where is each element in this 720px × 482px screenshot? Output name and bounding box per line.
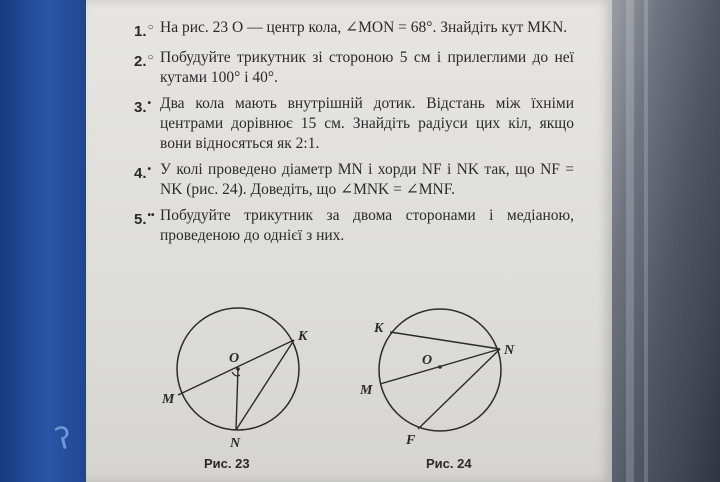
problem-text: Побудуйте трикутник зі стороною 5 см і прилеглими до неї кутами 100° і 40°.	[160, 49, 574, 86]
figure-23	[162, 302, 324, 482]
radius-on	[236, 369, 238, 430]
label-m: M	[162, 392, 175, 407]
figure-24-diagram	[360, 302, 532, 462]
problem-4	[134, 160, 574, 200]
label-m: M	[360, 383, 373, 398]
figure-23-caption: Рис. 23	[204, 456, 250, 471]
figure-23-diagram	[162, 302, 324, 462]
left-background	[0, 0, 86, 482]
problem-number: 3.•	[134, 98, 152, 116]
problem-number: 2.○	[134, 52, 154, 70]
problem-list	[134, 18, 574, 252]
problem-1	[134, 18, 574, 42]
label-f: F	[406, 433, 416, 448]
right-background	[612, 0, 720, 482]
problem-text: У колі проведено діаметр MN і хорди NF і NK так, що NF = NK (рис. 24). Доведіть, що ∠MNK = ∠MNF.	[160, 161, 574, 198]
label-n: N	[504, 343, 515, 358]
background-stripe	[644, 0, 648, 482]
label-n: N	[230, 436, 241, 451]
angle-arc	[232, 372, 240, 376]
background-stripe	[626, 0, 634, 482]
problem-5	[134, 206, 574, 246]
problem-text: Два кола мають внутрішній дотик. Відстань між їхніми центрами дорівнює 15 см. Знайдіть радіуси цих кіл, якщо вони відносяться як 2:1.	[160, 95, 574, 152]
label-k: K	[298, 329, 308, 344]
problem-number: 5.••	[134, 210, 155, 228]
figure-24	[360, 302, 522, 482]
problem-number: 4.•	[134, 164, 152, 182]
problem-2	[134, 48, 574, 88]
center-point	[236, 367, 240, 371]
chord-nk	[390, 332, 500, 349]
problem-text: Побудуйте трикутник за двома сторонами і медіаною, проведеною до однієї з них.	[160, 207, 574, 244]
problem-text: На рис. 23 O — центр кола, ∠MON = 68°. Знайдіть кут MKN.	[160, 19, 568, 36]
circle	[379, 309, 501, 431]
label-k: K	[374, 321, 384, 336]
textbook-page	[86, 0, 612, 482]
label-o: O	[422, 353, 433, 368]
problem-number: 1.○	[134, 22, 154, 40]
figure-24-caption: Рис. 24	[426, 456, 472, 471]
center-point	[438, 365, 442, 369]
problem-3	[134, 94, 574, 154]
background-fragment: ʔ	[52, 420, 76, 458]
label-o: O	[229, 351, 240, 366]
